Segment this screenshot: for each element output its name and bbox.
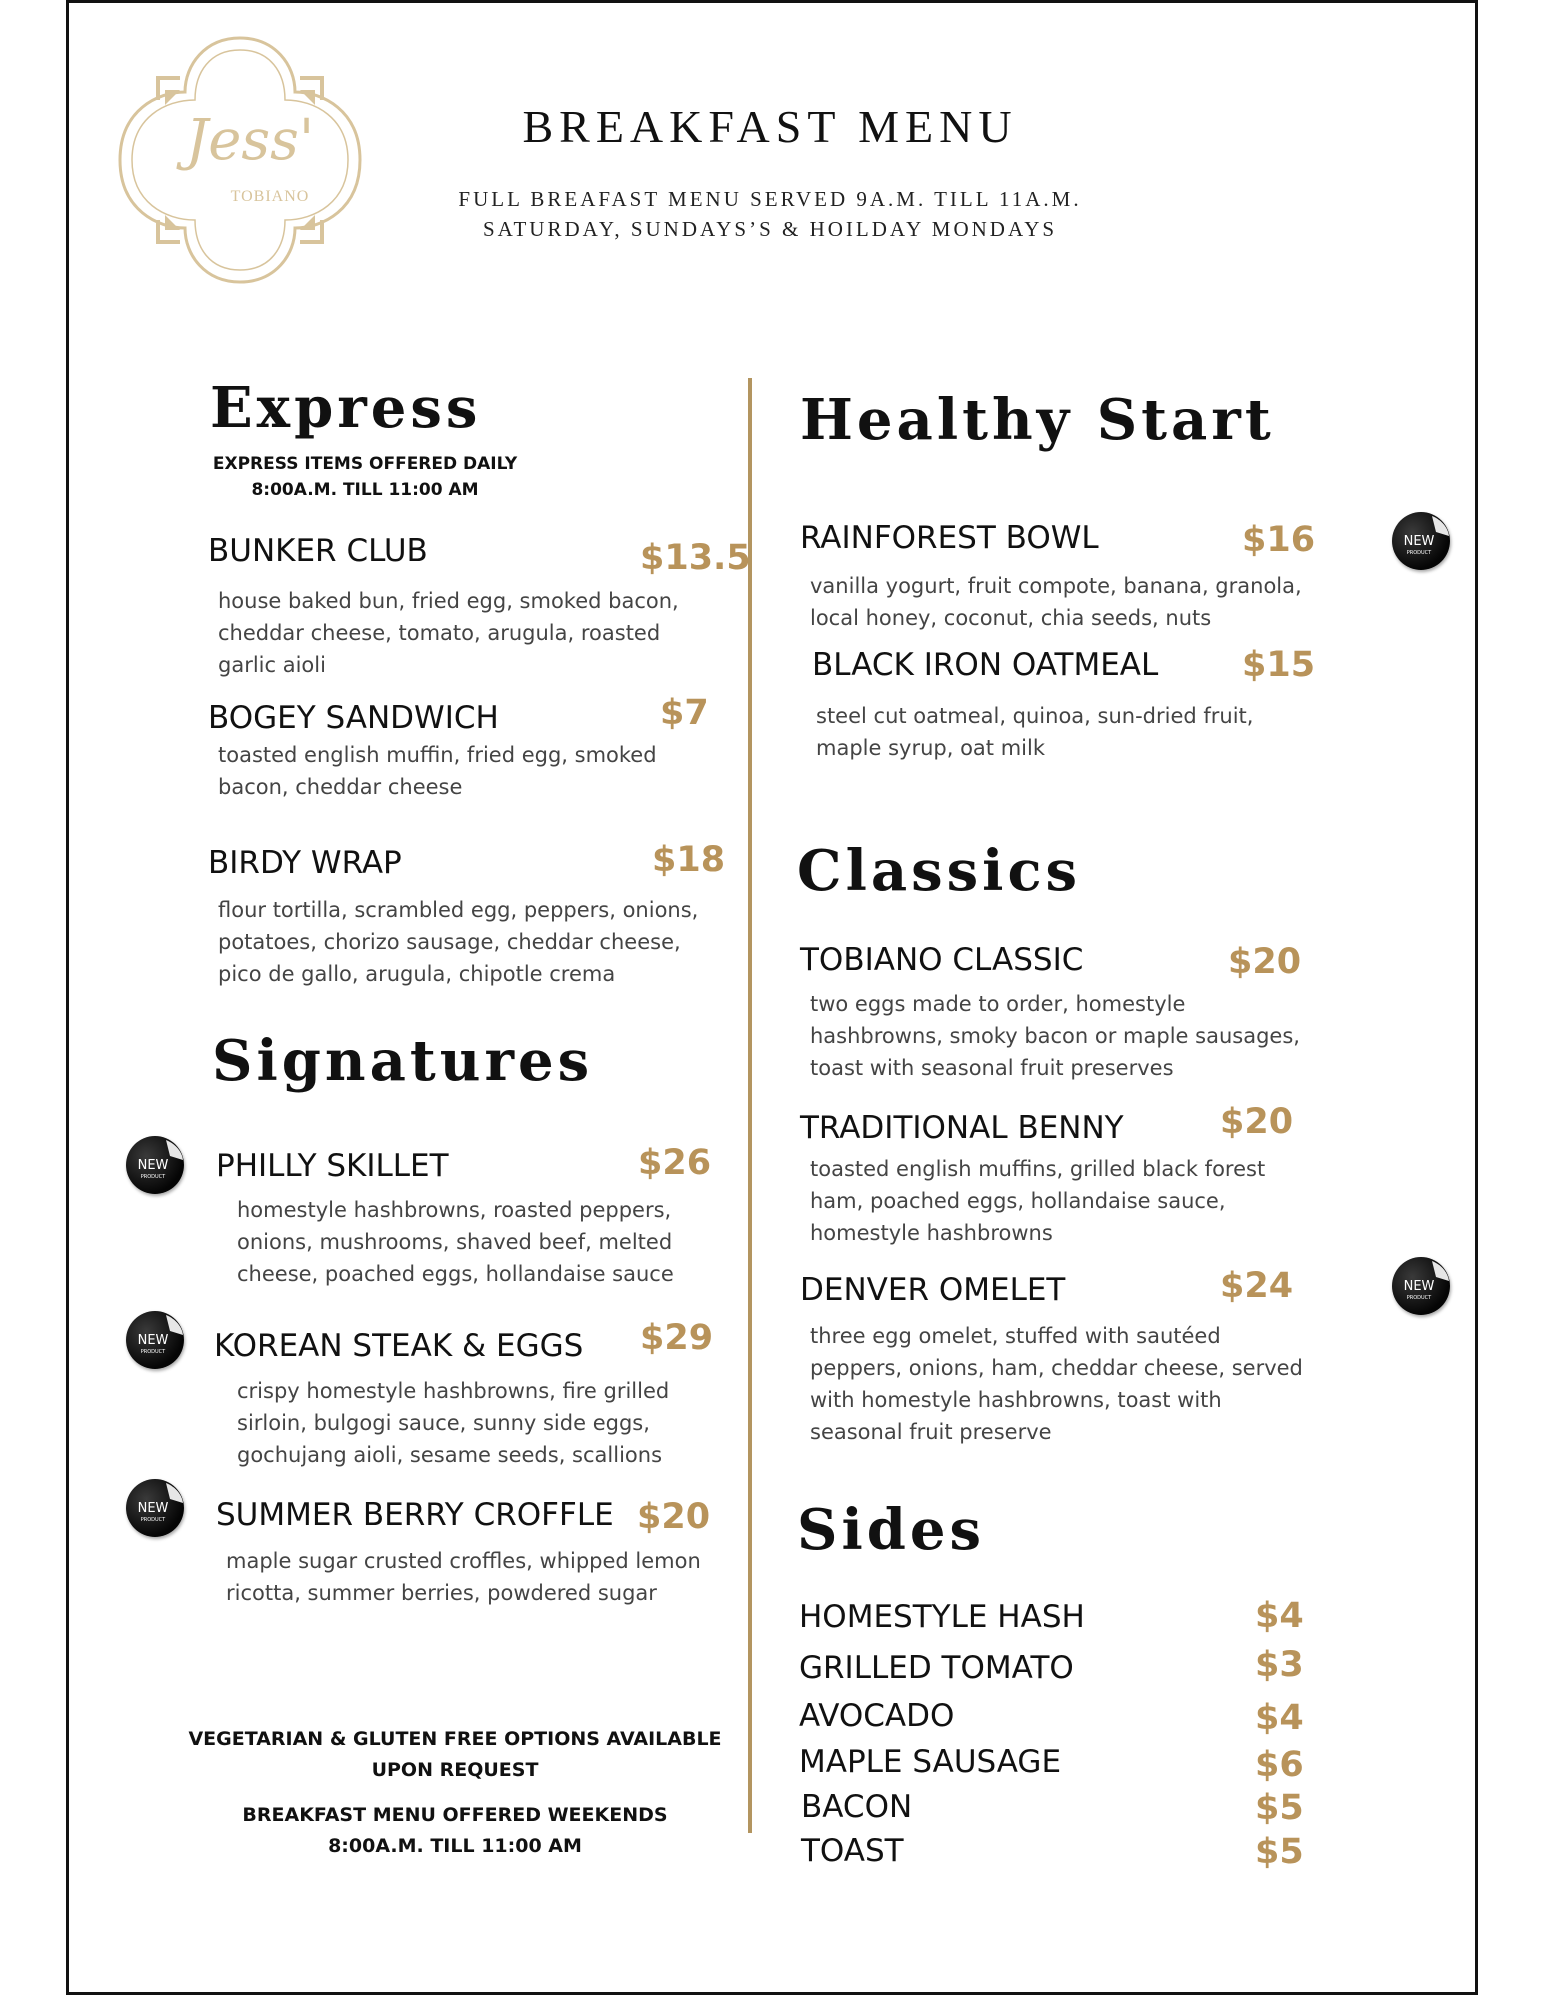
- menu-item-price: $16: [1242, 520, 1316, 560]
- description-line: hashbrowns, smoky bacon or maple sausages,: [810, 1024, 1300, 1048]
- menu-item-price: $18: [652, 840, 726, 880]
- description-line: three egg omelet, stuffed with sautéed: [810, 1324, 1221, 1348]
- weekend-hours-note: [180, 1800, 730, 1862]
- description-line: flour tortilla, scrambled egg, peppers, onions,: [218, 898, 699, 922]
- menu-item-description: [810, 570, 1302, 634]
- description-line: cheddar cheese, tomato, arugula, roasted: [218, 621, 661, 645]
- menu-item-price: $20: [637, 1497, 711, 1537]
- footer-line: 8:00A.M. TILL 11:00 AM: [328, 1835, 582, 1857]
- menu-item-description: [810, 1153, 1265, 1249]
- description-line: potatoes, chorizo sausage, cheddar cheese,: [218, 930, 681, 954]
- section-title-sides: Sides: [797, 1497, 986, 1563]
- description-line: toast with seasonal fruit preserves: [810, 1056, 1174, 1080]
- menu-item-name: DENVER OMELET: [800, 1272, 1066, 1308]
- menu-item-price: $20: [1228, 942, 1302, 982]
- sticker-text: PRODUCT: [1406, 550, 1432, 556]
- side-item-price: $3: [1255, 1645, 1304, 1685]
- description-line: homestyle hashbrowns, roasted peppers,: [237, 1198, 672, 1222]
- menu-item-description: [237, 1194, 674, 1290]
- service-hours-line: FULL BREAFAST MENU SERVED 9A.M. TILL 11A.M.: [458, 187, 1082, 211]
- menu-item-price: $20: [1220, 1102, 1294, 1142]
- menu-item-name: BIRDY WRAP: [208, 845, 402, 881]
- description-line: crispy homestyle hashbrowns, fire grilled: [237, 1379, 670, 1403]
- menu-item-description: [810, 988, 1300, 1084]
- menu-item-description: [218, 739, 657, 803]
- menu-item-description: [237, 1375, 669, 1471]
- logo-script-text: Jess': [185, 108, 315, 173]
- express-note-line: EXPRESS ITEMS OFFERED DAILY: [212, 454, 518, 474]
- section-title-healthy-start: Healthy Start: [800, 387, 1275, 453]
- description-line: local honey, coconut, chia seeds, nuts: [810, 606, 1212, 630]
- footer-line: UPON REQUEST: [371, 1759, 539, 1781]
- description-line: homestyle hashbrowns: [810, 1221, 1053, 1245]
- sticker-text: NEW: [1403, 1279, 1435, 1294]
- menu-item-name: BUNKER CLUB: [208, 533, 428, 569]
- express-note: [180, 451, 550, 503]
- sticker-text: NEW: [1403, 534, 1435, 549]
- express-note-line: 8:00A.M. TILL 11:00 AM: [251, 480, 479, 500]
- menu-item-price: $26: [638, 1143, 712, 1183]
- jess-tobiano-logo: [110, 30, 370, 290]
- sticker-text: PRODUCT: [140, 1349, 166, 1355]
- description-line: with homestyle hashbrowns, toast with: [810, 1388, 1222, 1412]
- menu-item-description: [218, 585, 679, 681]
- sticker-text: PRODUCT: [140, 1174, 166, 1180]
- menu-item-price: $15: [1242, 645, 1316, 685]
- description-line: peppers, onions, ham, cheddar cheese, served: [810, 1356, 1303, 1380]
- sticker-text: NEW: [137, 1158, 169, 1173]
- menu-item-name: BOGEY SANDWICH: [208, 700, 499, 736]
- new-product-sticker-icon: [1392, 1257, 1450, 1315]
- section-title-express: Express: [210, 375, 482, 441]
- side-item-name: MAPLE SAUSAGE: [799, 1744, 1062, 1780]
- description-line: maple sugar crusted croffles, whipped lemon: [226, 1549, 701, 1573]
- description-line: house baked bun, fried egg, smoked bacon,: [218, 589, 679, 613]
- menu-item-name: RAINFOREST BOWL: [800, 520, 1099, 556]
- dietary-options-note: [180, 1724, 730, 1786]
- side-item-price: $5: [1255, 1832, 1304, 1872]
- description-line: toasted english muffin, fried egg, smoked: [218, 743, 657, 767]
- description-line: onions, mushrooms, shaved beef, melted: [237, 1230, 673, 1254]
- description-line: pico de gallo, arugula, chipotle crema: [218, 962, 616, 986]
- new-product-sticker-icon: [126, 1479, 184, 1537]
- menu-item-price: $29: [640, 1318, 714, 1358]
- side-item-price: $6: [1255, 1745, 1304, 1785]
- side-item-price: $4: [1255, 1596, 1304, 1636]
- side-item-name: BACON: [801, 1789, 913, 1825]
- description-line: bacon, cheddar cheese: [218, 775, 463, 799]
- description-line: gochujang aioli, sesame seeds, scallions: [237, 1443, 663, 1467]
- footer-line: VEGETARIAN & GLUTEN FREE OPTIONS AVAILABLE: [188, 1728, 722, 1750]
- menu-item-description: [816, 700, 1253, 764]
- side-item-name: HOMESTYLE HASH: [799, 1599, 1085, 1635]
- menu-title: BREAKFAST MENU: [522, 101, 1018, 152]
- sticker-text: PRODUCT: [1406, 1295, 1432, 1301]
- menu-item-name: BLACK IRON OATMEAL: [812, 647, 1159, 683]
- description-line: seasonal fruit preserve: [810, 1420, 1052, 1444]
- menu-item-name: SUMMER BERRY CROFFLE: [216, 1497, 614, 1533]
- description-line: garlic aioli: [218, 653, 326, 677]
- sticker-text: PRODUCT: [140, 1517, 166, 1523]
- description-line: vanilla yogurt, fruit compote, banana, granola,: [810, 574, 1302, 598]
- new-product-sticker-icon: [126, 1136, 184, 1194]
- column-divider: [748, 378, 752, 1833]
- menu-item-price: $24: [1220, 1266, 1294, 1306]
- description-line: toasted english muffins, grilled black forest: [810, 1157, 1266, 1181]
- side-item-price: $5: [1255, 1788, 1304, 1828]
- description-line: cheese, poached eggs, hollandaise sauce: [237, 1262, 674, 1286]
- sticker-text: NEW: [137, 1501, 169, 1516]
- menu-item-name: TOBIANO CLASSIC: [800, 942, 1084, 978]
- logo-subtitle: TOBIANO: [230, 188, 310, 205]
- menu-item-description: [218, 894, 698, 990]
- section-title-classics: Classics: [797, 838, 1082, 904]
- side-item-name: AVOCADO: [799, 1698, 955, 1734]
- section-title-signatures: Signatures: [212, 1028, 594, 1094]
- service-days-line: SATURDAY, SUNDAYS’S & HOILDAY MONDAYS: [482, 217, 1058, 241]
- new-product-sticker-icon: [126, 1311, 184, 1369]
- description-line: maple syrup, oat milk: [816, 736, 1045, 760]
- menu-item-description: [810, 1320, 1303, 1448]
- menu-item-name: PHILLY SKILLET: [216, 1148, 449, 1184]
- menu-item-price: $13.5: [640, 538, 751, 578]
- footer-line: BREAKFAST MENU OFFERED WEEKENDS: [242, 1804, 668, 1826]
- side-item-name: GRILLED TOMATO: [799, 1650, 1074, 1686]
- menu-item-name: TRADITIONAL BENNY: [800, 1110, 1124, 1146]
- description-line: steel cut oatmeal, quinoa, sun-dried fruit,: [816, 704, 1254, 728]
- sticker-text: NEW: [137, 1333, 169, 1348]
- description-line: ham, poached eggs, hollandaise sauce,: [810, 1189, 1226, 1213]
- new-product-sticker-icon: [1392, 512, 1450, 570]
- side-item-price: $4: [1255, 1698, 1304, 1738]
- menu-item-name: KOREAN STEAK & EGGS: [214, 1328, 584, 1364]
- side-item-name: TOAST: [801, 1833, 904, 1869]
- description-line: ricotta, summer berries, powdered sugar: [226, 1581, 657, 1605]
- description-line: sirloin, bulgogi sauce, sunny side eggs,: [237, 1411, 650, 1435]
- menu-item-description: [226, 1545, 701, 1609]
- menu-item-price: $7: [660, 693, 709, 733]
- description-line: two eggs made to order, homestyle: [810, 992, 1186, 1016]
